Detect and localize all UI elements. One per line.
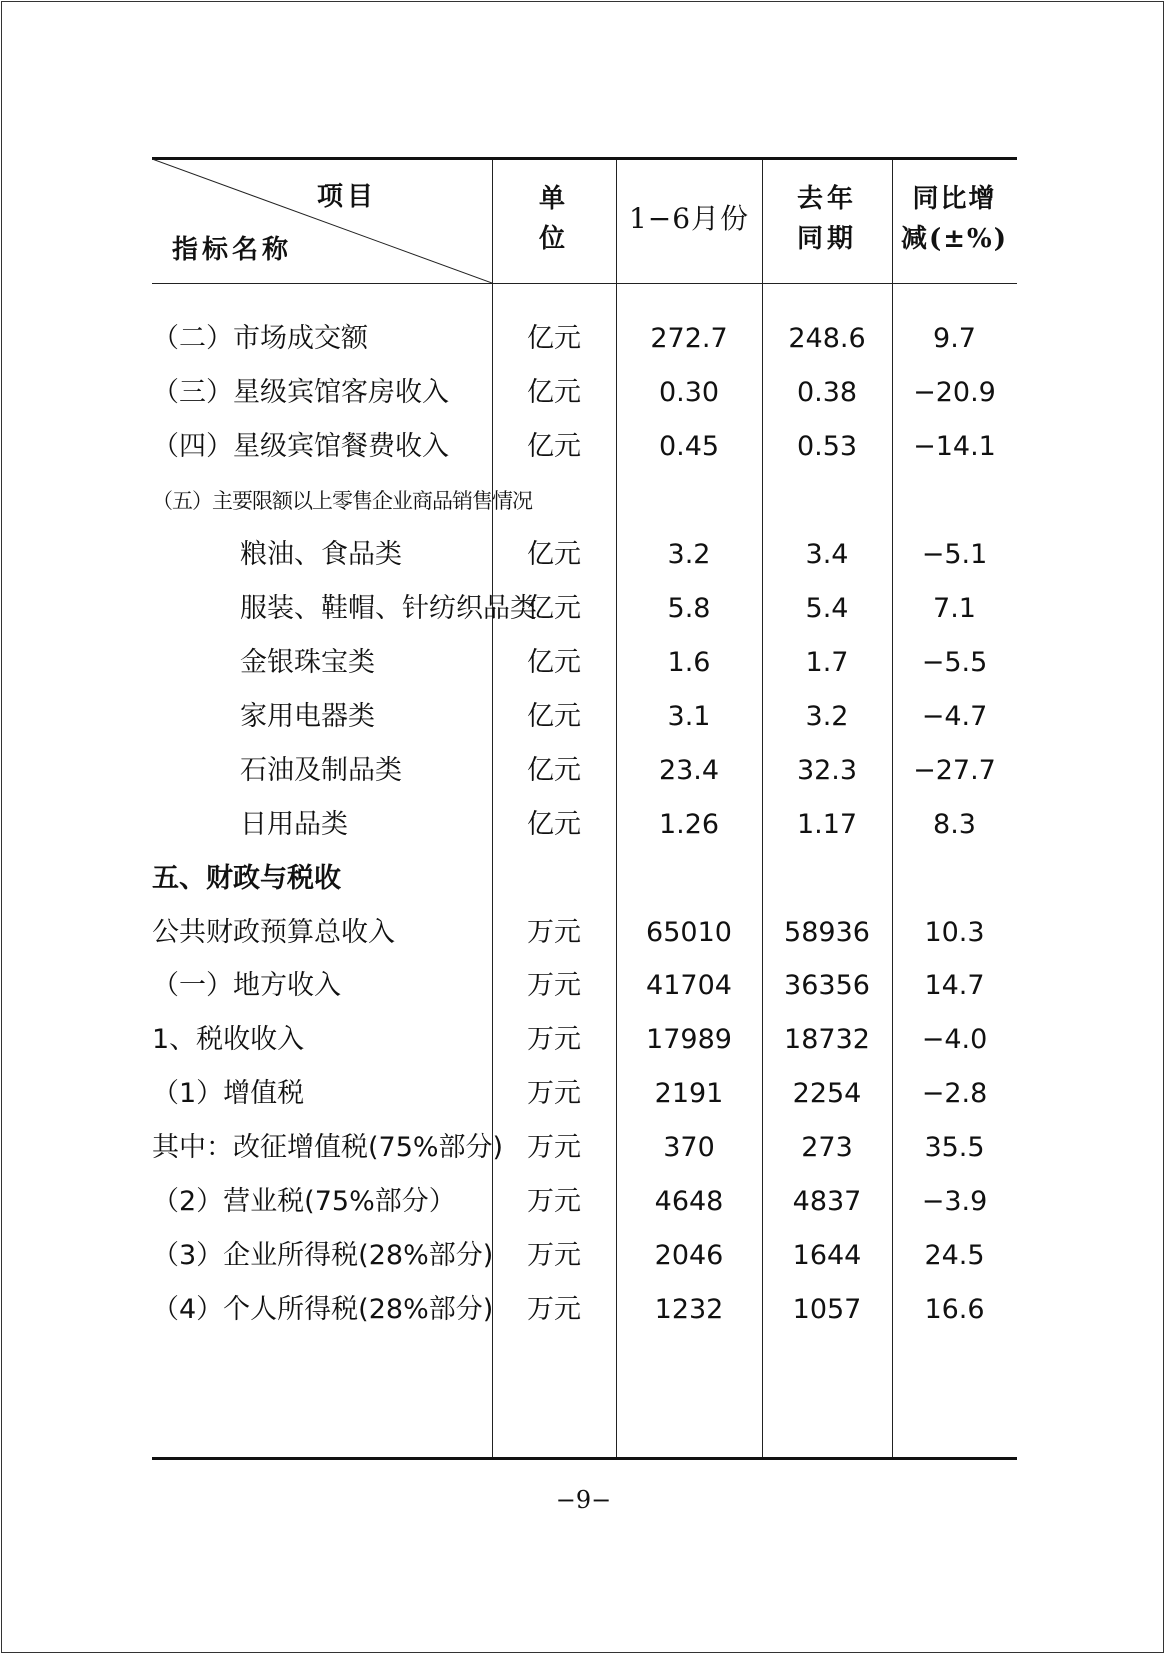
row-current-period: 3.2 — [667, 539, 711, 570]
table-row — [152, 851, 1017, 907]
row-unit: 万元 — [527, 970, 581, 1001]
row-current-period: 41704 — [646, 970, 732, 1001]
row-last-year: 0.38 — [796, 377, 858, 408]
header-item: 项目 — [317, 182, 378, 212]
header-period: 1−6月份 — [628, 202, 750, 235]
table-row — [152, 743, 1017, 799]
row-unit: 亿元 — [527, 701, 581, 732]
row-last-year: 18732 — [784, 1024, 870, 1055]
row-indicator-name: （一）地方收入 — [152, 970, 341, 1001]
row-current-period: 5.8 — [667, 593, 711, 624]
table-row — [152, 1120, 1017, 1176]
row-last-year: 2254 — [792, 1078, 862, 1109]
row-unit: 万元 — [527, 1294, 581, 1325]
row-current-period: 0.30 — [658, 377, 720, 408]
row-last-year: 3.4 — [805, 539, 849, 570]
table-row — [152, 311, 1017, 367]
row-current-period: 370 — [663, 1132, 715, 1163]
row-current-period: 23.4 — [658, 755, 720, 786]
header-unit: 单 位 — [538, 184, 569, 254]
row-indicator-name: 公共财政预算总收入 — [152, 917, 395, 948]
row-last-year: 1.7 — [805, 647, 849, 678]
row-yoy-change: −4.0 — [921, 1024, 988, 1055]
row-indicator-name: 日用品类 — [240, 809, 348, 840]
row-last-year: 4837 — [792, 1186, 862, 1217]
header-last-year: 去年 同期 — [796, 184, 857, 254]
row-last-year: 58936 — [784, 917, 870, 948]
row-unit: 万元 — [527, 1186, 581, 1217]
row-yoy-change: −3.9 — [921, 1186, 988, 1217]
row-last-year: 273 — [801, 1132, 853, 1163]
row-indicator-name: 粮油、食品类 — [240, 539, 402, 570]
row-yoy-change: −4.7 — [921, 701, 988, 732]
page-number: −9− — [555, 1486, 612, 1514]
row-indicator-name: 1、税收收入 — [152, 1024, 305, 1055]
table-row — [152, 473, 1017, 529]
table-row — [152, 1228, 1017, 1284]
row-current-period: 3.1 — [667, 701, 711, 732]
row-yoy-change: −20.9 — [913, 377, 996, 408]
row-unit: 亿元 — [527, 539, 581, 570]
table-row — [152, 419, 1017, 475]
row-last-year: 36356 — [784, 970, 870, 1001]
row-unit: 亿元 — [527, 809, 581, 840]
row-current-period: 2191 — [654, 1078, 724, 1109]
table-row — [152, 1012, 1017, 1068]
row-unit: 亿元 — [527, 431, 581, 462]
table-row — [152, 1174, 1017, 1230]
table-row — [152, 1066, 1017, 1122]
table-row — [152, 527, 1017, 583]
row-yoy-change: −5.1 — [921, 539, 988, 570]
row-yoy-change: −5.5 — [921, 647, 988, 678]
row-indicator-name: 石油及制品类 — [240, 755, 402, 786]
row-indicator-name: （2）营业税(75%部分） — [152, 1186, 456, 1217]
table-bottom-rule — [152, 1457, 1017, 1460]
row-indicator-name: （四）星级宾馆餐费收入 — [152, 431, 449, 462]
row-yoy-change: −14.1 — [913, 431, 996, 462]
row-yoy-change: 35.5 — [924, 1132, 985, 1163]
row-yoy-change: 7.1 — [933, 593, 976, 624]
row-last-year: 1057 — [792, 1294, 862, 1325]
row-indicator-name: （1）增值税 — [152, 1078, 305, 1109]
row-last-year: 32.3 — [796, 755, 858, 786]
row-unit: 万元 — [527, 917, 581, 948]
row-indicator-name: （3）企业所得税(28%部分) — [152, 1240, 494, 1271]
row-indicator-name: 家用电器类 — [240, 701, 375, 732]
row-indicator-name: （二）市场成交额 — [152, 323, 368, 354]
row-yoy-change: 24.5 — [924, 1240, 985, 1271]
document-page — [1, 1, 1164, 1653]
table-row — [152, 581, 1017, 637]
header-yoy-change: 同比增 减(±%) — [900, 184, 1009, 254]
row-unit: 万元 — [527, 1240, 581, 1271]
row-indicator-name: （五）主要限额以上零售企业商品销售情况 — [152, 489, 532, 513]
row-yoy-change: 14.7 — [924, 970, 985, 1001]
row-unit: 万元 — [527, 1132, 581, 1163]
row-current-period: 65010 — [646, 917, 732, 948]
row-unit: 万元 — [527, 1078, 581, 1109]
row-indicator-name: 其中：改征增值税(75%部分) — [152, 1132, 504, 1163]
row-last-year: 1644 — [792, 1240, 862, 1271]
table-row — [152, 797, 1017, 853]
row-last-year: 5.4 — [805, 593, 849, 624]
row-last-year: 1.17 — [796, 809, 858, 840]
row-indicator-name: 五、财政与税收 — [152, 863, 341, 894]
row-indicator-name: （4）个人所得税(28%部分) — [152, 1294, 494, 1325]
row-unit: 万元 — [527, 1024, 581, 1055]
table-row — [152, 905, 1017, 961]
row-last-year: 248.6 — [788, 323, 866, 354]
row-current-period: 272.7 — [650, 323, 728, 354]
row-current-period: 4648 — [654, 1186, 724, 1217]
row-current-period: 1.26 — [658, 809, 720, 840]
row-unit: 亿元 — [527, 593, 581, 624]
row-indicator-name: 服装、鞋帽、针纺织品类 — [240, 593, 537, 624]
table-row — [152, 689, 1017, 745]
row-unit: 亿元 — [527, 755, 581, 786]
row-yoy-change: 10.3 — [924, 917, 985, 948]
row-unit: 亿元 — [527, 647, 581, 678]
row-indicator-name: （三）星级宾馆客房收入 — [152, 377, 449, 408]
row-last-year: 3.2 — [805, 701, 849, 732]
row-yoy-change: 8.3 — [933, 809, 976, 840]
table-row — [152, 365, 1017, 421]
header-indicator-name: 指标名称 — [172, 235, 293, 265]
table-row — [152, 635, 1017, 691]
row-yoy-change: −2.8 — [921, 1078, 988, 1109]
row-current-period: 2046 — [654, 1240, 724, 1271]
table-row — [152, 958, 1017, 1014]
row-yoy-change: 9.7 — [933, 323, 976, 354]
row-unit: 亿元 — [527, 323, 581, 354]
row-yoy-change: −27.7 — [913, 755, 996, 786]
row-yoy-change: 16.6 — [924, 1294, 985, 1325]
row-current-period: 17989 — [646, 1024, 732, 1055]
row-indicator-name: 金银珠宝类 — [240, 647, 375, 678]
table-row — [152, 1282, 1017, 1338]
statistics-table — [152, 157, 1017, 1459]
row-current-period: 1.6 — [667, 647, 711, 678]
row-current-period: 1232 — [654, 1294, 724, 1325]
row-unit: 亿元 — [527, 377, 581, 408]
row-current-period: 0.45 — [658, 431, 720, 462]
row-last-year: 0.53 — [796, 431, 858, 462]
